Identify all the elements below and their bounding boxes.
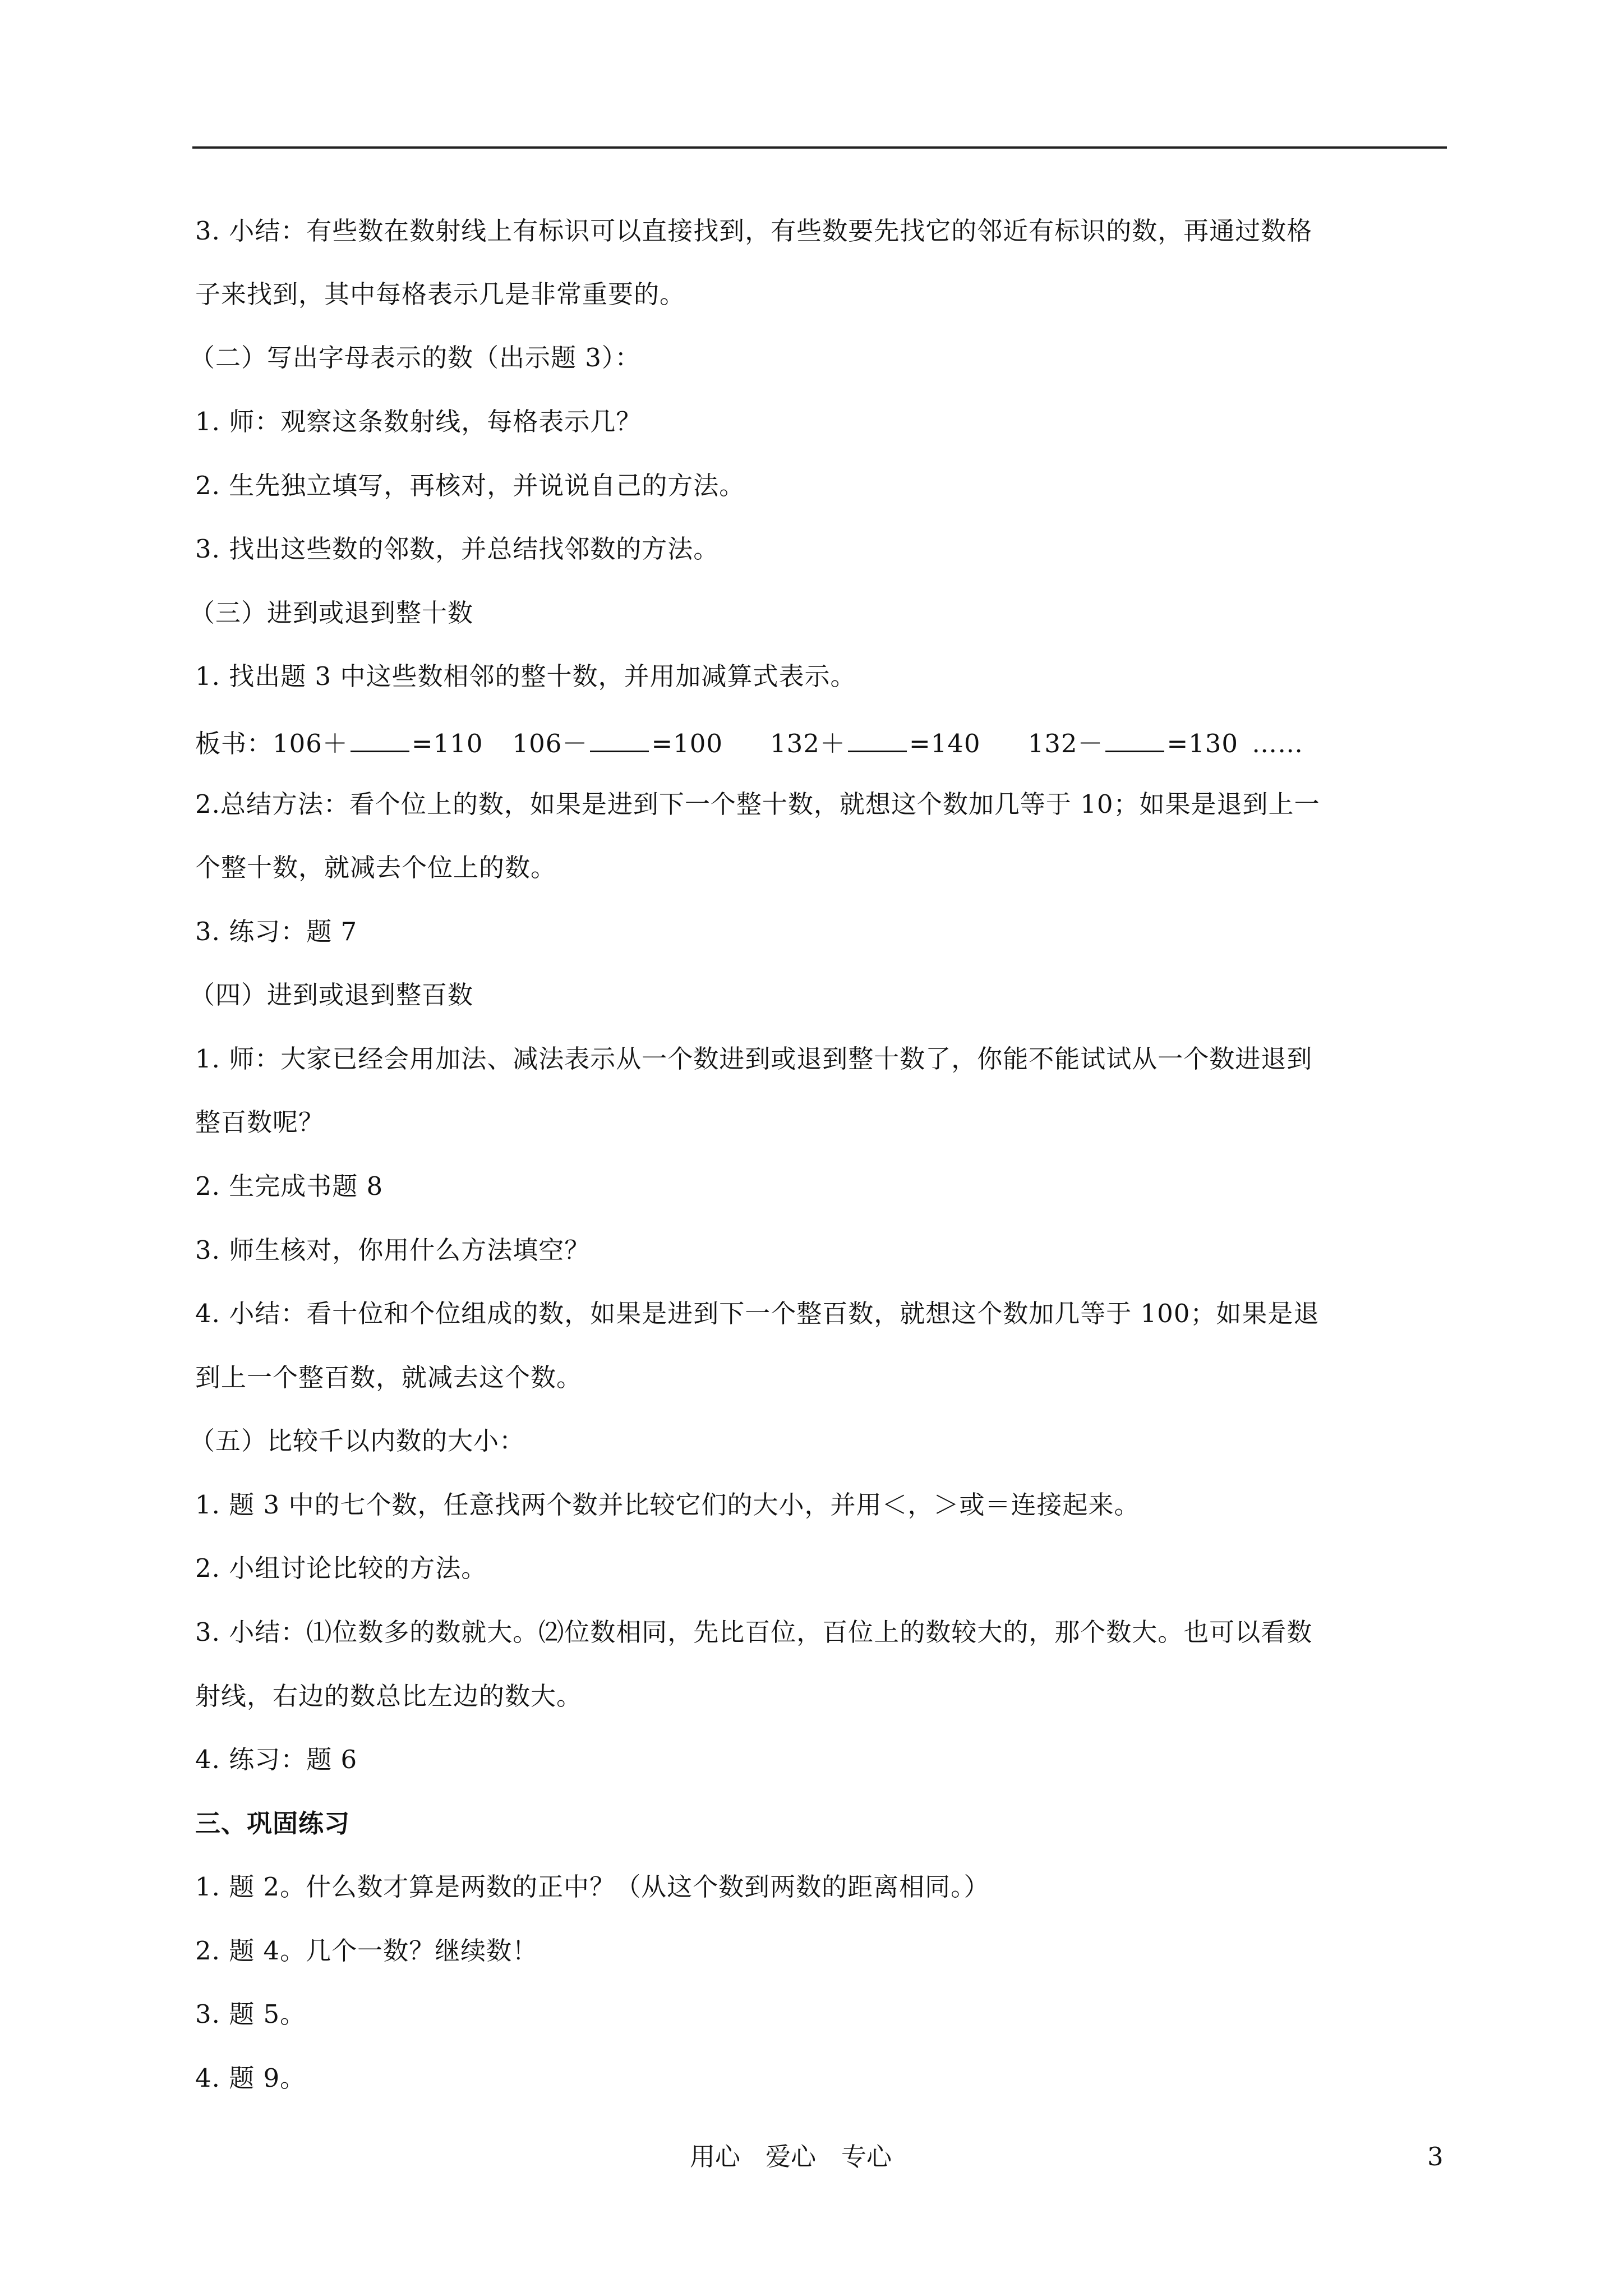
board-item: =100 — [651, 729, 723, 758]
subsection-heading: （三）进到或退到整十数 — [190, 598, 474, 628]
page-number: 3 — [1427, 2142, 1444, 2171]
board-writing — [195, 724, 1303, 761]
board-item: 106－ — [512, 729, 588, 758]
text-line: 到上一个整百数，就减去这个数。 — [195, 1363, 583, 1392]
text-line: 3. 小结：有些数在数射线上有标识可以直接找到，有些数要先找它的邻近有标识的数，再通过数格 — [195, 216, 1313, 246]
text-line: 2.总结方法：看个位上的数，如果是进到下一个整十数，就想这个数加几等于 10；如果是退到上一 — [195, 789, 1320, 819]
section-heading: 三、巩固练习 — [195, 1809, 351, 1838]
text-line: 1. 师：观察这条数射线，每格表示几？ — [195, 407, 642, 436]
answer-blank — [351, 724, 409, 752]
board-label: 板书： — [195, 729, 273, 758]
text-line: 4. 小结：看十位和个位组成的数，如果是进到下一个整百数，就想这个数加几等于 100；如果是退 — [195, 1299, 1320, 1328]
subsection-heading: （二）写出字母表示的数（出示题 3）： — [190, 343, 641, 372]
text-line: 1. 题 2。什么数才算是两数的正中？（从这个数到两数的距离相同。） — [195, 1872, 990, 1902]
board-item: 132＋ — [770, 729, 846, 758]
text-line: 子来找到，其中每格表示几是非常重要的。 — [195, 279, 686, 309]
text-line: 4. 练习：题 6 — [195, 1745, 358, 1774]
answer-blank — [848, 724, 907, 752]
text-line: 个整十数，就减去个位上的数。 — [195, 853, 557, 882]
text-line: 2. 题 4。几个一数？继续数！ — [195, 1936, 538, 1966]
answer-blank — [1105, 724, 1164, 752]
text-line: 3. 题 5。 — [195, 1999, 306, 2029]
subsection-heading: （四）进到或退到整百数 — [190, 980, 474, 1010]
text-line: 3. 练习：题 7 — [195, 917, 358, 946]
text-line: 1. 题 3 中的七个数，任意找两个数并比较它们的大小，并用＜，＞或＝连接起来。 — [195, 1490, 1140, 1520]
text-line: 3. 师生核对，你用什么方法填空？ — [195, 1235, 591, 1265]
board-item: =110 — [411, 729, 483, 758]
board-item: 106＋ — [273, 729, 348, 758]
board-item: =130 — [1166, 729, 1239, 758]
board-ellipsis: …… — [1252, 729, 1304, 758]
text-line: 4. 题 9。 — [195, 2063, 306, 2093]
text-line: 2. 小组讨论比较的方法。 — [195, 1553, 487, 1583]
footer-motto: 用心 爱心 专心 — [690, 2142, 892, 2171]
text-line: 3. 小结：⑴位数多的数就大。⑵位数相同，先比百位，百位上的数较大的，那个数大。也可以看数 — [195, 1617, 1313, 1647]
text-line: 2. 生完成书题 8 — [195, 1171, 384, 1201]
subsection-heading: （五）比较千以内数的大小： — [190, 1426, 525, 1456]
board-item: =140 — [909, 729, 981, 758]
header-rule — [192, 146, 1447, 149]
text-line: 1. 找出题 3 中这些数相邻的整十数，并用加减算式表示。 — [195, 661, 856, 691]
text-line: 1. 师：大家已经会用加法、减法表示从一个数进到或退到整十数了，你能不能试试从一个数进退到 — [195, 1044, 1313, 1074]
board-item: 132－ — [1027, 729, 1104, 758]
text-line: 射线，右边的数总比左边的数大。 — [195, 1681, 583, 1711]
answer-blank — [590, 724, 649, 752]
text-line: 整百数呢？ — [195, 1107, 325, 1137]
text-line: 3. 找出这些数的邻数，并总结找邻数的方法。 — [195, 534, 720, 564]
text-line: 2. 生先独立填写，再核对，并说说自己的方法。 — [195, 471, 745, 500]
